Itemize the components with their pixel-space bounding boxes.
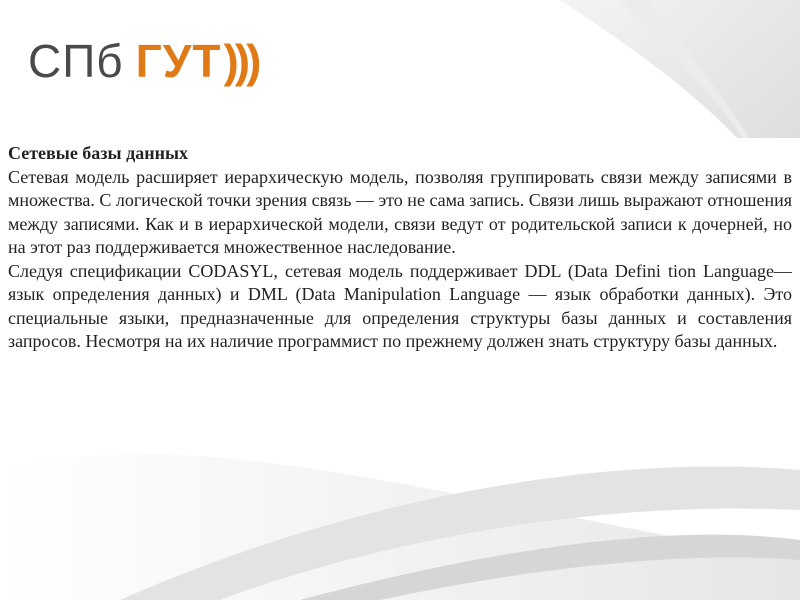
logo xyxy=(28,26,257,96)
logo-text-spb: СПб xyxy=(28,35,124,87)
content-box xyxy=(0,138,800,438)
paragraph-codasyl: Следуя спецификации CODASYL, сетевая модель поддерживает DDL (Data Defini tion Language— язык определения данных) и DML (Data Manipulation Language — язык обработки данных). Это специальные языки, предназначенные для определения структуры базы данных и составления запросов. Несмотря на их наличие программист по прежнему должен знать структуру базы данных. xyxy=(8,260,792,351)
paragraph-network-model: Сетевая модель расширяет иерархическую модель, позволяя группировать связи между записями в множества. С логической точки зрения связь — это не сама запись. Связи лишь выражают отношения между записями. Как и в иерархической модели, связи ведут от родительской записи к дочерней, но на этот раз поддерживается множественное наследование. xyxy=(8,166,792,257)
logo-waves-icon: ))) xyxy=(223,35,258,87)
logo-text-gut: ГУТ xyxy=(135,35,222,87)
section-heading: Сетевые базы данных xyxy=(8,143,188,163)
